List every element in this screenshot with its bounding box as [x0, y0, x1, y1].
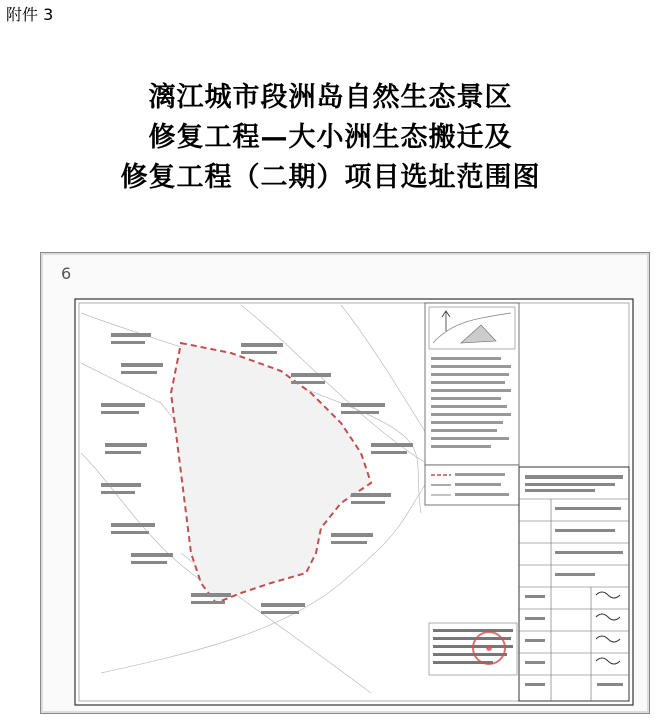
title-line-1: 漓江城市段洲岛自然生态景区 [148, 82, 513, 113]
scanned-site-map [40, 252, 650, 714]
title-line-2: 修复工程—大小洲生态搬迁及 [148, 122, 513, 153]
location-inset [429, 307, 515, 349]
title-block [519, 467, 629, 701]
handwritten-page-number: 6 [61, 264, 72, 283]
attachment-label: 附件 3 [6, 5, 54, 24]
title-line-3: 修复工程（二期）项目选址范围图 [120, 162, 541, 193]
site-map-drawing [41, 253, 649, 713]
